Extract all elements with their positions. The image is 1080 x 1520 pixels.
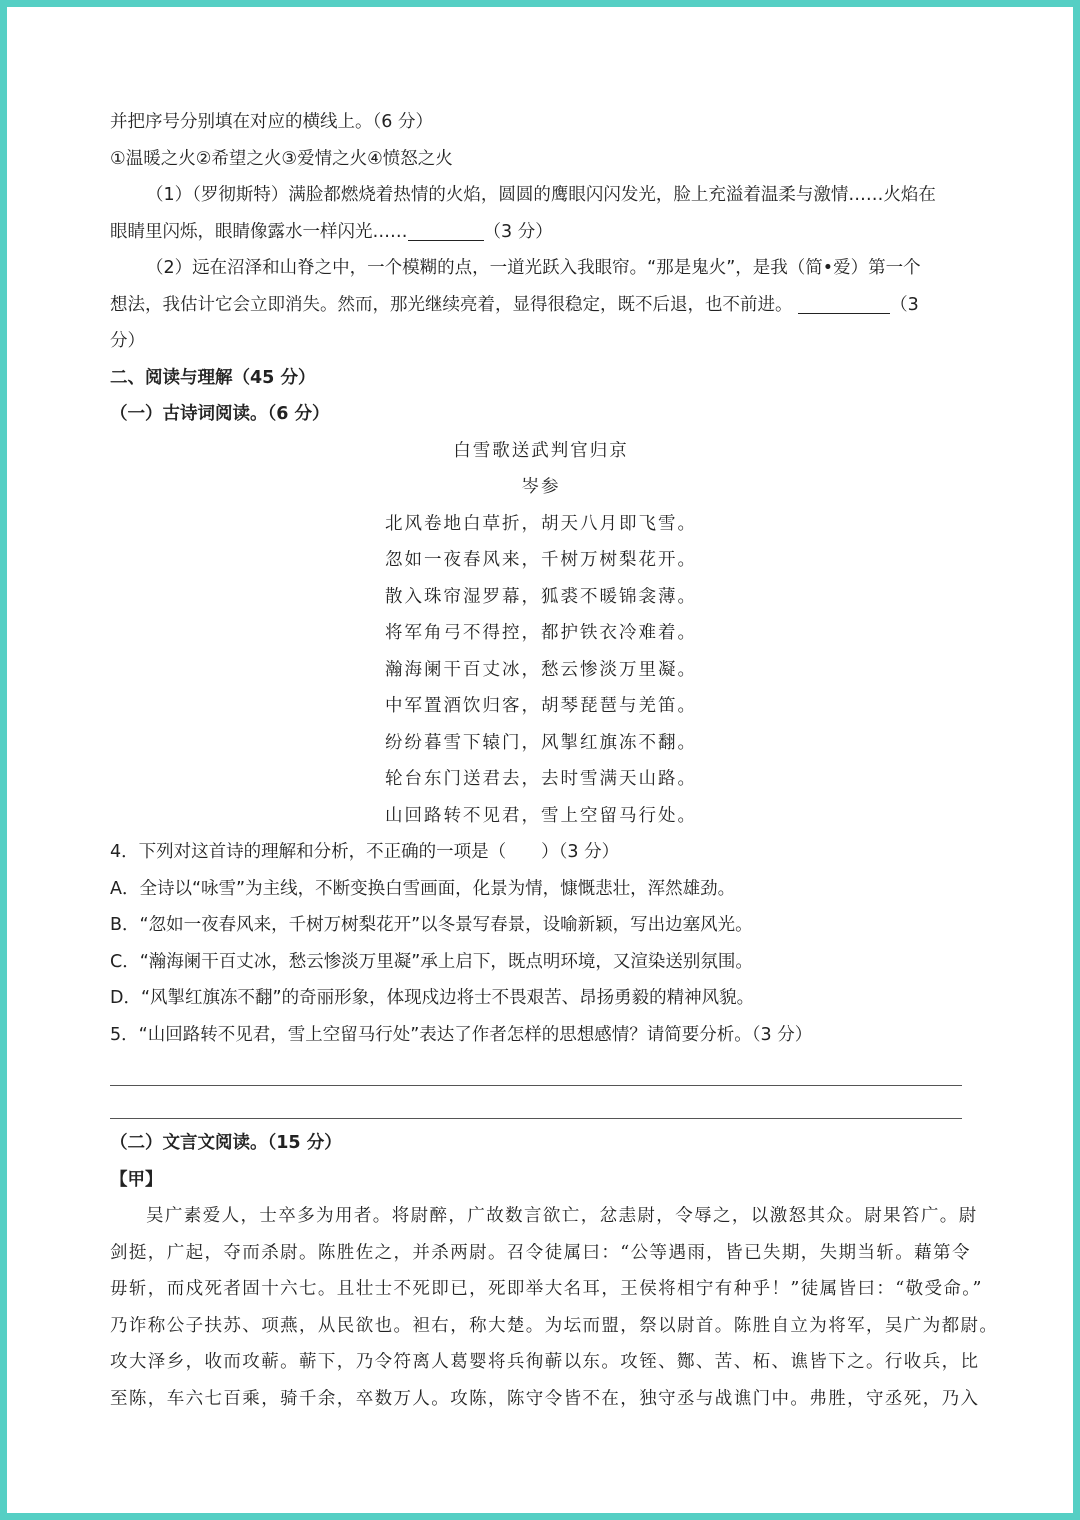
q2-line-3: 分）: [110, 331, 145, 351]
passage-line: 剑挺，广起，夺而杀尉。陈胜佐之，并杀两尉。召令徒属曰：“公等遇雨，皆已失期，失期当斩。藉第令: [110, 1242, 971, 1263]
q1-line-2: [110, 214, 972, 251]
question-4: 4．下列对这首诗的理解和分析，不正确的一项是（ ）（3 分）: [110, 842, 620, 862]
poetry-section-title: （一）古诗词阅读。（6 分）: [110, 404, 330, 424]
section-2-title: 二、阅读与理解（45 分）: [110, 367, 316, 388]
answer-line[interactable]: [110, 1086, 962, 1119]
poem-line: 山回路转不见君，雪上空留马行处。: [385, 805, 697, 826]
q2-line-2: [110, 287, 972, 324]
passage-label: 【甲】: [110, 1169, 163, 1190]
poem-line: 散入珠帘湿罗幕，狐裘不暖锦衾薄。: [385, 586, 697, 607]
q1-line-1: （1）（罗彻斯特）满脸都燃烧着热情的火焰，圆圆的鹰眼闪闪发光，脸上充溢着温柔与激情……火焰在: [146, 185, 936, 205]
fire-options: ①温暖之火②希望之火③爱情之火④愤怒之火: [110, 148, 453, 169]
poem-line: 忽如一夜春风来，千树万树梨花开。: [385, 550, 697, 570]
q4-option-b: B．“忽如一夜春风来，千树万树梨花开”以冬景写春景，设喻新颖，写出边塞风光。: [110, 915, 753, 935]
poem-title: 白雪歌送武判官归京: [453, 440, 629, 461]
q1-answer-blank[interactable]: [408, 222, 484, 241]
exam-page: [110, 104, 999, 1417]
q2-text: 想法，我估计它会立即消失。然而，那光继续亮着，显得很稳定，既不后退，也不前进。: [110, 294, 793, 315]
question-5: 5．“山回路转不见君，雪上空留马行处”表达了作者怎样的思想感情？请简要分析。（3 分）: [110, 1024, 813, 1045]
q1-score: （3 分）: [483, 221, 553, 242]
q1-text: 眼睛里闪烁，眼睛像露水一样闪光……: [110, 221, 408, 242]
poem-line: 北风卷地白草折，胡天八月即飞雪。: [385, 513, 697, 534]
q4-option-a: A．全诗以“咏雪”为主线，不断变换白雪画面，化景为情，慷慨悲壮，浑然雄劲。: [110, 878, 736, 899]
q2-line-1: （2）远在沼泽和山脊之中，一个模糊的点，一道光跃入我眼帘。“那是鬼火”，是我（简•爱）第一个: [146, 258, 921, 278]
passage-line: 毋斩，而戍死者固十六七。且壮士不死即已，死即举大名耳，王侯将相宁有种乎！”徒属皆曰：“敬受命。”: [110, 1279, 983, 1299]
q4-option-c: C．“瀚海阑干百丈冰，愁云惨淡万里凝”承上启下，既点明环境，又渲染送别氛围。: [110, 951, 753, 972]
passage-line: 乃诈称公子扶苏、项燕，从民欲也。袒右，称大楚。为坛而盟，祭以尉首。陈胜自立为将军，吴广为都尉。: [110, 1315, 999, 1336]
poem-line: 将军角弓不得控，都护铁衣冷难着。: [385, 623, 697, 643]
passage-line: 吴广素爱人，士卒多为用者。将尉醉，广故数言欲亡，忿恚尉，令辱之，以激怒其众。尉果笞广。尉: [146, 1206, 978, 1226]
instruction-text: 并把序号分别填在对应的横线上。（6 分）: [110, 112, 433, 132]
q2-answer-blank[interactable]: [798, 295, 890, 314]
poem-author: 岑参: [521, 477, 561, 497]
poem-line: 纷纷暮雪下辕门，风掣红旗冻不翻。: [385, 732, 697, 753]
classical-section-title: （二）文言文阅读。（15 分）: [110, 1133, 342, 1153]
passage-line: 攻大泽乡，收而攻蕲。蕲下，乃令符离人葛婴将兵徇蕲以东。攻铚、酂、苦、柘、谯皆下之。行收兵，比: [110, 1352, 980, 1372]
poem-line: 瀚海阑干百丈冰，愁云惨淡万里凝。: [385, 659, 697, 680]
q4-option-d: D．“风掣红旗冻不翻”的奇丽形象，体现戍边将士不畏艰苦、昂扬勇毅的精神风貌。: [110, 988, 755, 1008]
poem-line: 轮台东门送君去，去时雪满天山路。: [385, 769, 697, 789]
poem-line: 中军置酒饮归客，胡琴琵琶与羌笛。: [385, 696, 697, 716]
q2-score: （3: [890, 294, 919, 315]
passage-line: 至陈，车六七百乘，骑千余，卒数万人。攻陈，陈守令皆不在，独守丞与战谯门中。弗胜，守丞死，乃入: [110, 1388, 980, 1409]
answer-line[interactable]: [110, 1053, 962, 1086]
